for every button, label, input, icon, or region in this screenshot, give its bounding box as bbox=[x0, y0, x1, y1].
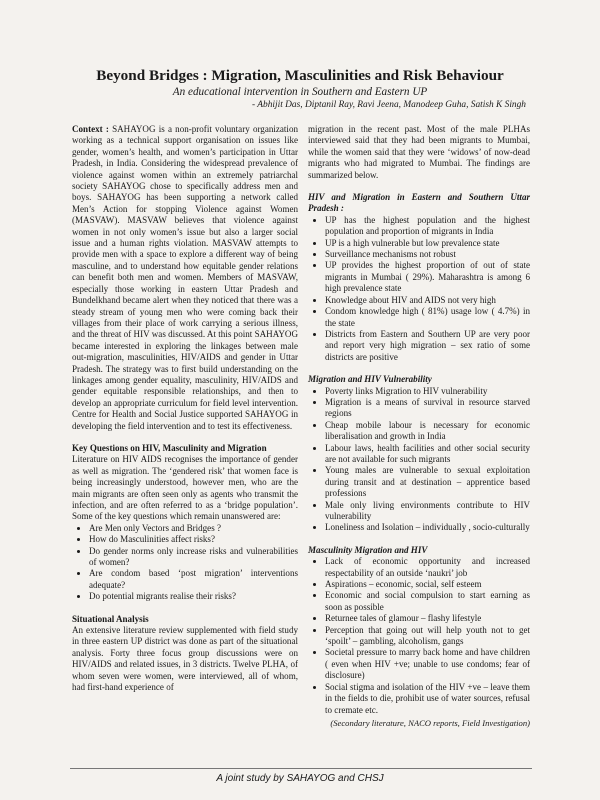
list-item: • Loneliness and Isolation – individually , socio-culturally bbox=[325, 522, 530, 533]
page-subtitle: An educational intervention in Southern and Eastern UP bbox=[172, 86, 428, 98]
list-item: • Poverty links Migration to HIV vulnerability bbox=[325, 386, 530, 397]
list-item: • Lack of economic opportunity and increased respectability of an outside ‘naukri’ job bbox=[325, 556, 530, 579]
masculinity-migration-list bbox=[308, 556, 530, 716]
list-item: • Surveillance mechanisms not robust bbox=[325, 249, 530, 260]
list-item: • Perception that going out will help youth not to get ‘spoilt’ – gambling, alcoholism, gangs bbox=[325, 625, 530, 648]
list-item: • Cheap mobile labour is necessary for economic liberalisation and growth in India bbox=[325, 420, 530, 443]
situational-continued-text: migration in the recent past. Most of the male PLHAs interviewed said that they had been migrants to Mumbai, while the women said that they were ‘widows’ of now-dead migrants who had migrated to Mumbai. The findings are summarized below. bbox=[308, 124, 530, 180]
list-item: • Male only living environments contribute to HIV vulnerability bbox=[325, 500, 530, 523]
context-paragraph bbox=[72, 124, 298, 432]
list-item: • Districts from Eastern and Southern UP are very poor and report very high migration – sex ratio of some districts are positive bbox=[325, 329, 530, 363]
list-item: • Economic and social compulsion to start earning as soon as possible bbox=[325, 590, 530, 613]
list-item: • Are Men only Vectors and Bridges ? bbox=[89, 523, 298, 534]
key-questions-heading: Key Questions on HIV, Masculinity and Migration bbox=[72, 442, 267, 453]
page-title: Beyond Bridges : Migration, Masculinities and Risk Behaviour bbox=[96, 67, 504, 84]
masculinity-migration-section bbox=[308, 545, 530, 730]
list-item: • How do Masculinities affect risks? bbox=[89, 534, 298, 545]
list-item: • Societal pressure to marry back home and have children ( even when HIV +ve; unable to use condoms; fear of disclosure) bbox=[325, 647, 530, 681]
list-item: • Labour laws, health facilities and other social security are not available for such migrants bbox=[325, 443, 530, 466]
list-item: • Are condom based ‘post migration’ interventions adequate? bbox=[89, 568, 298, 591]
list-item: • Returnee tales of glamour – flashy lifestyle bbox=[325, 613, 530, 624]
list-item: • Do gender norms only increase risks and vulnerabilities of women? bbox=[89, 546, 298, 569]
migration-vulnerability-section bbox=[308, 374, 530, 534]
hiv-migration-list bbox=[308, 215, 530, 363]
source-note: (Secondary literature, NACO reports, Field Investigation) bbox=[330, 717, 530, 728]
footer-divider bbox=[70, 768, 532, 769]
situational-section bbox=[72, 614, 298, 694]
list-item: • UP is a high vulnerable but low prevalence state bbox=[325, 238, 530, 249]
key-questions-section bbox=[72, 443, 298, 603]
list-item: • Do potential migrants realise their risks? bbox=[89, 591, 298, 602]
list-item: • Migration is a means of survival in resource starved regions bbox=[325, 397, 530, 420]
list-item: • UP provides the highest proportion of out of state migrants in Mumbai ( 29%). Maharashtra is among 6 high prevalence state bbox=[325, 260, 530, 294]
list-item: • Condom knowledge high ( 81%) usage low ( 4.7%) in the state bbox=[325, 306, 530, 329]
migration-vulnerability-list bbox=[308, 386, 530, 534]
list-item: • Knowledge about HIV and AIDS not very high bbox=[325, 295, 530, 306]
authors-line: - Abhijit Das, Diptanil Ray, Ravi Jeena, Manodeep Guha, Satish K Singh bbox=[251, 100, 526, 110]
masculinity-migration-heading: Masculinity Migration and HIV bbox=[308, 544, 428, 555]
context-text: SAHAYOG is a non-profit voluntary organization working as a technical support organisation on issues like gender, women’s health, and women’s participation in Uttar Pradesh, in India. Considering the widespread prevalence of violence against women within an extremely patriarchal society SAHAYOG chose to specifically address men and boys. SAHAYOG has been supporting a network called Men’s Action for stopping Violence against Women (MASVAW). MASVAW believes that violence against women in not only women’s issue but also a larger social issue and a human rights violation. MASVAW attempts to provide men with a space to explore a different way of being masculine, and to understand how equitable gender relations can benefit both men and women. Members of MASVAW, especially those working in eastern Uttar Pradesh and Bundelkhand became alert when they noticed that there was a steady stream of young men who were coming back their villages from their place of work carrying a serious illness, and the threat of HIV was discussed. At this point SAHAYOG became interested in exploring the linkages between male out-migration, masculinities, HIV/AIDS and gender in Uttar Pradesh. The strategy was to first build understanding on the linkages among gender equality, masculinity, HIV/AIDS and gender equitable responsible relationships, and then to develop an appropriate curriculum for field level intervention. Centre for Health and Social Justice supported SAHAYOG in developing the field intervention and to test its effectiveness. bbox=[72, 124, 298, 431]
hiv-migration-heading: HIV and Migration in Eastern and Southern Uttar Pradesh : bbox=[308, 192, 530, 214]
key-questions-text: Literature on HIV AIDS recognises the importance of gender as well as migration. The ‘gendered risk’ that women face is being increasingly understood, however men, who are the main migrants are often seen only as agents who transmit the infection, and are often referred to as a ‘bridge population’. Some of the key questions which remain unanswered are: bbox=[72, 454, 298, 522]
key-questions-list bbox=[72, 523, 298, 603]
situational-text: An extensive literature review supplemented with field study in three eastern UP district was done as part of the situational analysis. Forty three focus group discussions were on HIV/AIDS and related issues, in 3 districts. Twelve PLHA, of whom seven were women, were interviewed, all of whom, had first-hand experience of bbox=[72, 625, 298, 693]
list-item: • UP has the highest population and the highest population and proportion of migrants in India bbox=[325, 215, 530, 238]
right-column bbox=[308, 124, 530, 729]
context-heading: Context : bbox=[72, 124, 109, 134]
list-item: • Young males are vulnerable to sexual exploitation during transit and at destination – apprentice based professions bbox=[325, 465, 530, 499]
list-item: • Social stigma and isolation of the HIV +ve – leave them in the fields to die, prohibit use of water sources, refusal to cremate etc. bbox=[325, 682, 530, 716]
list-item: • Aspirations – economic, social, self esteem bbox=[325, 579, 530, 590]
situational-heading: Situational Analysis bbox=[72, 613, 149, 624]
migration-vulnerability-heading: Migration and HIV Vulnerability bbox=[308, 374, 432, 385]
left-column bbox=[72, 124, 298, 694]
hiv-migration-section bbox=[308, 192, 530, 363]
footer-credit: A joint study by SAHAYOG and CHSJ bbox=[216, 773, 384, 784]
